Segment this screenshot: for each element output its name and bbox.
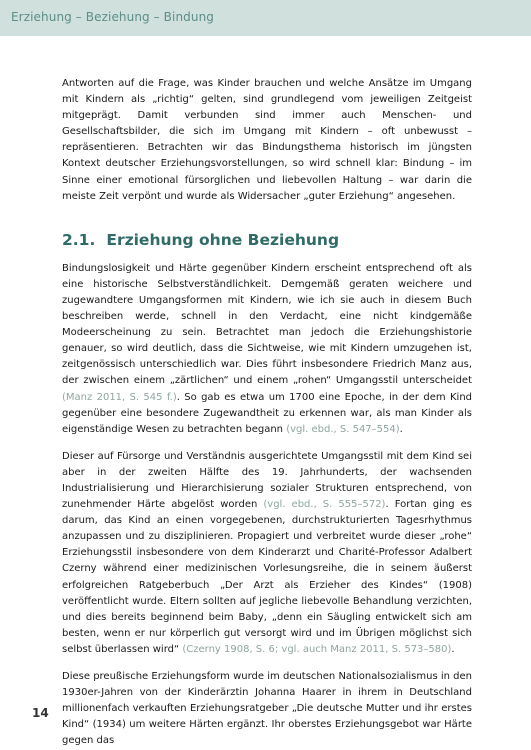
section-title: Erziehung ohne Beziehung <box>106 230 340 249</box>
paragraph-text: Bindungslosigkeit und Härte gegenüber Kindern erscheint entsprechend oft als eine historische Selbstverständlichkeit. Demgemäß geraten weichere und zugewandtere Umgangsformen mit Kindern, wie ich sie auch in diesem Buch beschreiben werde, schnell in den Verdacht, eine nicht kindgemäße Modeerscheinung zu sein. Betrachtet man jedoch die Erziehungshistorie genauer, so wird deutlich, dass die Sichtweise, wie mit Kindern umzugehen ist, zeitgenössisch unterschiedlich war. Dies führt insbesondere Friedrich Manz aus, der zwischen einem „zärtlichen“ und einem „rohen“ Umgangsstil unterscheidet <box>62 262 472 387</box>
body-paragraph-3 <box>62 449 472 658</box>
page-content <box>62 76 472 749</box>
section-number: 2.1. <box>62 230 96 249</box>
paragraph-text: . So gab es etwa um 1700 eine Epoche, in der dem Kind gegenüber eine besondere Zugewandtheit zu erkennen war, als man Kinder als eigenständige Wesen zu betrachten begann <box>62 391 472 435</box>
section-heading <box>62 230 472 250</box>
citation: (vgl. ebd., S. 555–572) <box>263 499 386 511</box>
body-paragraph-4: Diese preußische Erziehungsform wurde im deutschen Nationalsozialismus in den 1930er-Jahren von der Kinderärztin Johanna Haarer in ihrem in Deutschland millionenfach verkauften Erziehungsratgeber „Die deutsche Mutter und ihr erstes Kind“ (1934) um weitere Härten ergänzt. Ihr oberstes Erziehungsgebot war Härte gegen das <box>62 671 472 747</box>
paragraph-text: . <box>399 423 403 435</box>
paragraph-text: . Fortan ging es darum, das Kind an einen vorgegebenen, durchstrukturierten Tagesrhythmus anzupassen und zu disziplinieren. Propagiert und verbreitet wurde dieser „rohe“ Erziehungsstil insbesondere von dem Kinderarzt und Charité-Professor Adalbert Czerny während einer medizinischen Vorlesungsreihe, die in seinem äußerst erfolgreichen Ratgeberbuch „Der Arzt als Erzieher des Kindes“ (1908) veröffentlicht wurde. Eltern sollten auf jegliche liebevolle Behandlung verzichten, und dies bereits beginnend beim Baby, „denn ein Säugling entwickelt sich am besten, wenn er nur körperlich gut versorgt wird und im Übrigen möglichst sich selbst überlassen wird“ <box>62 499 472 655</box>
intro-paragraph: Antworten auf die Frage, was Kinder brauchen und welche Ansätze im Umgang mit Kindern als „richtig“ gelten, sind grundlegend vom jeweiligen Zeitgeist mitgeprägt. Damit verbunden sind immer auch Menschen- und Gesellschaftsbilder, die sich im Umgang mit Kindern – oft unbewusst – repräsentieren. Betrachten wir das Bindungsthema historisch im jüngsten Kontext deutscher Erziehungsvorstellungen, so wird schnell klar: Bindung – im Sinne einer emotional fürsorglichen und liebevollen Haltung – war darin die meiste Zeit verpönt und wurde als Widersacher „guter Erziehung“ angesehen. <box>62 78 472 202</box>
paragraph-text: . <box>451 643 455 655</box>
running-header-title: Erziehung – Beziehung – Bindung <box>11 10 215 24</box>
page-number: 14 <box>32 706 49 720</box>
citation: (Manz 2011, S. 545 f.) <box>62 391 177 403</box>
citation: (Czerny 1908, S. 6; vgl. auch Manz 2011, S. 573–580) <box>182 643 452 655</box>
running-header-band <box>0 0 531 36</box>
citation: (vgl. ebd., S. 547–554) <box>286 423 400 435</box>
body-paragraph-2 <box>62 261 472 438</box>
paragraph-text: Dieser auf Fürsorge und Verständnis ausgerichtete Umgangsstil mit dem Kind sei aber in der zweiten Hälfte des 19. Jahrhunderts, der wachsenden Industrialisierung und Hierarchisierung sozialer Strukturen entsprechend, von zunehmender Härte abgelöst worden <box>62 450 472 511</box>
